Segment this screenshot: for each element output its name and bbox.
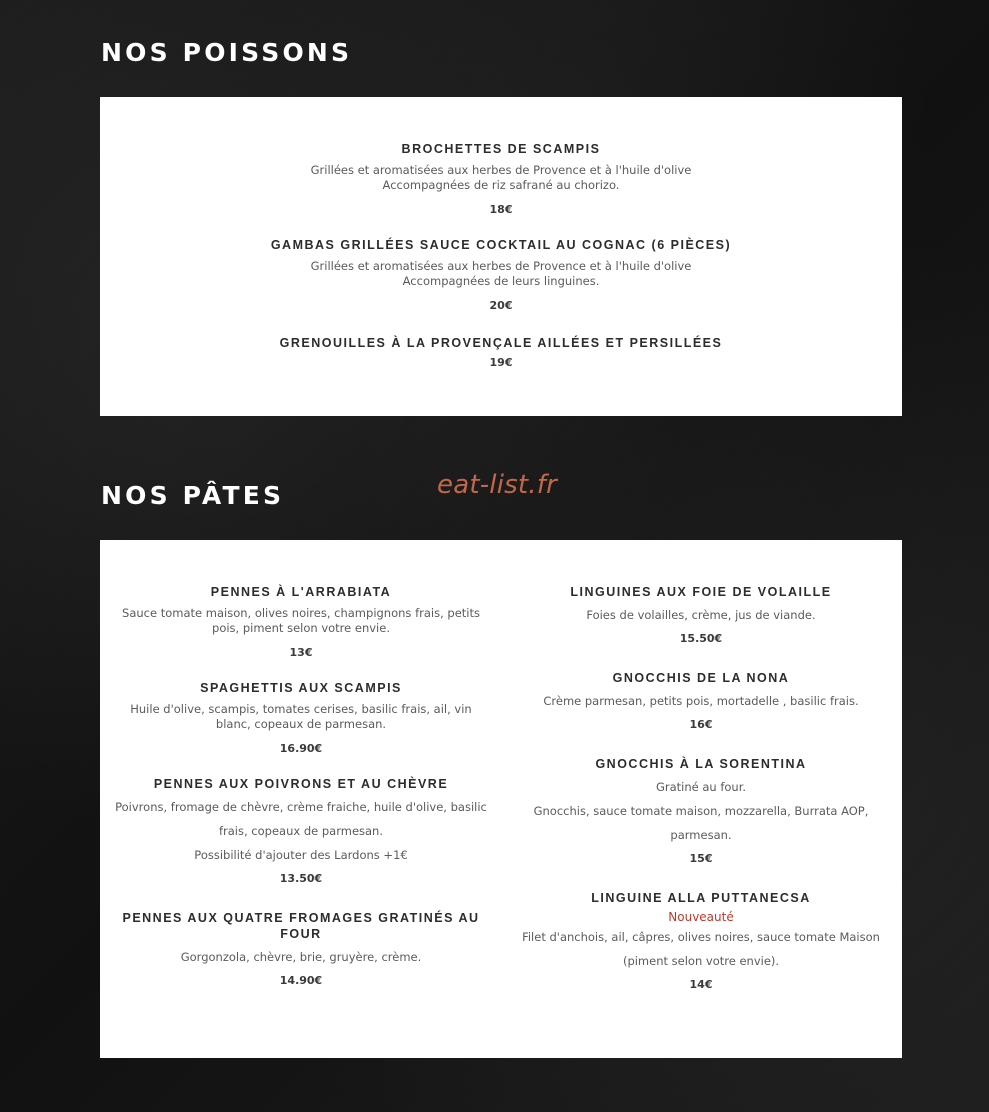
description-line: frais, copeaux de parmesan. <box>218 824 383 838</box>
menu-item <box>100 141 902 217</box>
item-price: 16€ <box>689 718 713 731</box>
menu-item <box>100 680 502 756</box>
item-price: 14€ <box>689 978 713 991</box>
item-description <box>100 259 902 288</box>
item-name: BROCHETTES DE SCAMPIS <box>401 142 601 156</box>
section-title-poissons: NOS POISSONS <box>101 38 353 67</box>
pates-menu-panel <box>100 540 902 1058</box>
item-description <box>500 925 902 973</box>
description-line: Sauce tomate maison, olives noires, champignons frais, petits <box>122 606 480 620</box>
item-description <box>100 702 502 731</box>
item-description <box>100 163 902 192</box>
item-price: 15€ <box>689 852 713 865</box>
description-line: Grillées et aromatisées aux herbes de Provence et à l'huile d'olive <box>310 259 692 273</box>
menu-item <box>500 890 902 992</box>
item-price: 19€ <box>489 356 513 369</box>
description-line: Gorgonzola, chèvre, brie, gruyère, crème. <box>180 950 422 964</box>
description-line: Gratiné au four. <box>655 780 747 794</box>
item-price: 15.50€ <box>679 632 723 645</box>
section-title-pates: NOS PÂTES <box>101 481 285 510</box>
item-name: GRENOUILLES À LA PROVENÇALE AILLÉES ET PERSILLÉES <box>279 336 723 350</box>
description-line: Gnocchis, sauce tomate maison, mozzarella, Burrata AOP, <box>533 804 869 818</box>
menu-item <box>500 756 902 866</box>
description-line: pois, piment selon votre envie. <box>212 620 390 635</box>
menu-item <box>100 910 502 988</box>
watermark-text: eat-list.fr <box>437 470 557 500</box>
item-name: GAMBAS GRILLÉES SAUCE COCKTAIL AU COGNAC (6 PIÈCES) <box>270 238 732 252</box>
item-price: 18€ <box>489 203 513 216</box>
item-description <box>100 606 502 635</box>
description-line: parmesan. <box>670 828 732 842</box>
item-name: GNOCCHIS DE LA NONA <box>612 671 790 685</box>
menu-item <box>500 670 902 732</box>
description-line: Grillées et aromatisées aux herbes de Provence et à l'huile d'olive <box>310 163 692 177</box>
description-extra-line: Possibilité d'ajouter des Lardons +1€ <box>194 848 408 862</box>
item-price: 13€ <box>289 646 313 659</box>
description-line: blanc, copeaux de parmesan. <box>215 716 387 731</box>
item-name: PENNES AUX POIVRONS ET AU CHÈVRE <box>153 777 449 791</box>
item-description <box>100 945 502 969</box>
description-line: Poivrons, fromage de chèvre, crème fraiche, huile d'olive, basilic <box>115 800 487 814</box>
description-line: Accompagnées de riz safrané au chorizo. <box>382 177 620 192</box>
description-line: (piment selon votre envie). <box>622 954 780 968</box>
poissons-menu-panel <box>100 97 902 416</box>
menu-item <box>100 584 502 660</box>
pates-left-column <box>100 584 502 988</box>
menu-item <box>100 776 502 886</box>
item-name: SPAGHETTIS AUX SCAMPIS <box>200 681 402 695</box>
menu-item <box>100 335 902 370</box>
item-description <box>500 603 902 627</box>
description-line: Filet d'anchois, ail, câpres, olives noires, sauce tomate Maison <box>522 930 880 944</box>
menu-item <box>100 237 902 313</box>
item-price: 16.90€ <box>279 742 323 755</box>
item-description <box>500 775 902 847</box>
item-price: 13.50€ <box>279 872 323 885</box>
item-name: LINGUINE ALLA PUTTANECSA <box>591 891 811 905</box>
poissons-list <box>100 141 902 370</box>
item-name: LINGUINES AUX FOIE DE VOLAILLE <box>570 585 832 599</box>
item-name: GNOCCHIS À LA SORENTINA <box>595 757 807 771</box>
menu-item <box>500 584 902 646</box>
description-line: Accompagnées de leurs linguines. <box>402 273 600 288</box>
pates-right-column <box>500 584 902 992</box>
item-price: 14.90€ <box>279 974 323 987</box>
item-name: PENNES AUX QUATRE FROMAGES GRATINÉS AU FOUR <box>122 911 480 941</box>
item-price: 20€ <box>489 299 513 312</box>
item-description <box>100 795 502 867</box>
item-description <box>500 689 902 713</box>
item-name: PENNES À L'ARRABIATA <box>210 585 392 599</box>
new-item-badge: Nouveauté <box>668 910 734 924</box>
description-line: Foies de volailles, crème, jus de viande. <box>586 608 816 622</box>
description-line: Huile d'olive, scampis, tomates cerises, basilic frais, ail, vin <box>130 702 472 716</box>
description-line: Crème parmesan, petits pois, mortadelle , basilic frais. <box>543 694 859 708</box>
